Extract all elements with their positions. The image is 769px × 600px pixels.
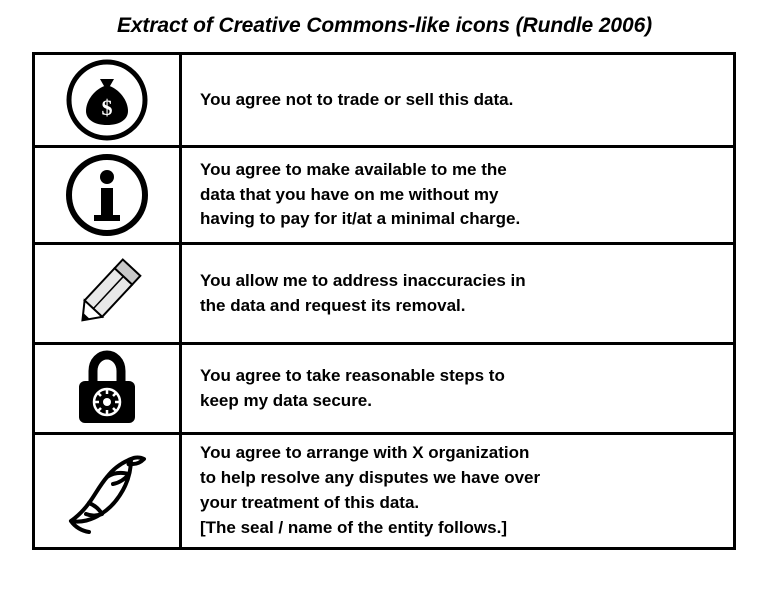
icons-table [32, 52, 736, 550]
pencil-icon [57, 254, 157, 334]
row-text-line: the data and request its removal. [200, 295, 466, 315]
text-cell [182, 245, 733, 342]
row-text-line: having to pay for it/at a minimal charge. [200, 209, 521, 229]
table-row [35, 148, 733, 245]
row-text-line: You agree to take reasonable steps to [200, 365, 505, 385]
table-row [35, 55, 733, 148]
dove-icon [59, 443, 155, 539]
svg-text:$: $ [101, 95, 113, 120]
row-text-line: You agree to arrange with X organization [200, 443, 530, 463]
text-cell [182, 148, 733, 242]
icon-cell [35, 148, 182, 242]
text-cell [182, 55, 733, 145]
row-text-line: [The seal / name of the entity follows.] [200, 517, 507, 537]
row-text-line: data that you have on me without my [200, 184, 499, 204]
padlock-icon [69, 349, 145, 429]
text-cell [182, 345, 733, 432]
icon-cell [35, 345, 182, 432]
text-cell [182, 435, 733, 547]
row-text-line: to help resolve any disputes we have over [200, 468, 541, 488]
row-text-line: You allow me to address inaccuracies in [200, 270, 526, 290]
row-text-line: You agree not to trade or sell this data. [200, 89, 514, 109]
money-bag-icon [64, 59, 150, 141]
table-row [35, 435, 733, 547]
table-row [35, 245, 733, 345]
row-text-line: keep my data secure. [200, 390, 372, 410]
figure-title: Extract of Creative Commons-like icons (Rundle 2006) [116, 14, 653, 37]
icon-cell [35, 435, 182, 547]
table-row [35, 345, 733, 435]
row-text-line: You agree to make available to me the [200, 159, 507, 179]
icon-cell [35, 55, 182, 145]
icon-cell [35, 245, 182, 342]
information-icon [64, 152, 150, 238]
row-text-line: your treatment of this data. [200, 493, 420, 512]
